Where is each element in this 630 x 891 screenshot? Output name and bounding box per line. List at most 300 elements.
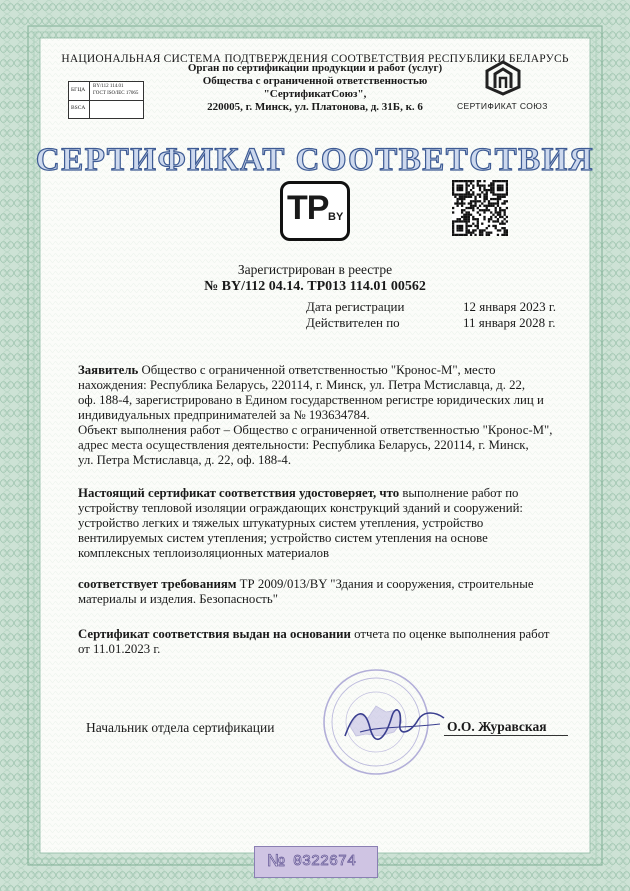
qr-module — [459, 180, 461, 182]
qr-module — [472, 180, 474, 182]
qr-module — [479, 189, 481, 191]
qr-module — [456, 202, 458, 204]
qr-module — [501, 202, 503, 204]
certifies-line2: устройству тепловой изоляции ограждающих конструкций зданий и сооружений: — [78, 501, 523, 515]
qr-module — [483, 193, 485, 195]
qr-module — [477, 225, 479, 227]
qr-module — [486, 189, 488, 191]
qr-module — [492, 205, 494, 207]
qr-module — [470, 225, 472, 227]
qr-module — [499, 189, 501, 191]
qr-module — [483, 209, 485, 211]
work-object-line3: ул. Петра Мстиславца, д. 22, оф. 188-4. — [78, 453, 292, 467]
qr-module — [456, 189, 458, 191]
qr-module — [506, 234, 508, 236]
qr-module — [459, 189, 461, 191]
certification-body-line3: "СертификатСоюз", — [263, 88, 367, 100]
qr-module — [468, 207, 470, 209]
qr-module — [486, 232, 488, 234]
qr-module — [463, 220, 465, 222]
qr-module — [474, 198, 476, 200]
qr-module — [456, 229, 458, 231]
qr-module — [486, 207, 488, 209]
qr-module — [495, 220, 497, 222]
qr-module — [477, 184, 479, 186]
qr-module — [490, 216, 492, 218]
qr-module — [477, 182, 479, 184]
qr-module — [454, 180, 456, 182]
qr-module — [486, 209, 488, 211]
qr-module — [468, 214, 470, 216]
certifies-label: Настоящий сертификат соответствия удостоверяет, что — [78, 486, 400, 500]
qr-module — [461, 220, 463, 222]
qr-module — [504, 200, 506, 202]
qr-module — [479, 214, 481, 216]
qr-module — [472, 218, 474, 220]
qr-module — [497, 193, 499, 195]
valid-until-value: 11 января 2028 г. — [463, 315, 556, 330]
qr-module — [465, 180, 467, 182]
qr-module — [504, 232, 506, 234]
applicant-line2: нахождения: Республика Беларусь, 220114, г. Минск, ул. Петра Мстиславца, д. 22, — [78, 378, 526, 392]
qr-module — [479, 187, 481, 189]
qr-module — [495, 202, 497, 204]
qr-module — [488, 200, 490, 202]
qr-module — [492, 193, 494, 195]
qr-module — [470, 205, 472, 207]
qr-module — [477, 218, 479, 220]
qr-module — [472, 229, 474, 231]
qr-module — [499, 198, 501, 200]
qr-module — [481, 229, 483, 231]
qr-module — [497, 200, 499, 202]
qr-module — [506, 207, 508, 209]
qr-module — [501, 184, 503, 186]
qr-module — [483, 196, 485, 198]
qr-module — [490, 191, 492, 193]
logo-caption: СЕРТИФИКАТ СОЮЗ — [457, 101, 548, 111]
qr-module — [501, 187, 503, 189]
qr-code — [452, 180, 508, 236]
qr-module — [477, 193, 479, 195]
qr-module — [481, 191, 483, 193]
qr-module — [459, 220, 461, 222]
qr-module — [490, 187, 492, 189]
qr-module — [454, 196, 456, 198]
qr-module — [461, 216, 463, 218]
qr-module — [474, 218, 476, 220]
qr-module — [465, 187, 467, 189]
qr-module — [483, 218, 485, 220]
qr-module — [497, 196, 499, 198]
qr-module — [452, 180, 454, 182]
qr-module — [492, 182, 494, 184]
certifies-line3: устройство легких и тяжелых штукатурных систем утепления, устройство — [78, 516, 484, 530]
signatory-name: О.О. Журавская — [447, 719, 547, 734]
qr-module — [497, 220, 499, 222]
qr-module — [477, 200, 479, 202]
qr-module — [456, 187, 458, 189]
qr-module — [452, 191, 454, 193]
qr-module — [465, 182, 467, 184]
qr-module — [495, 211, 497, 213]
qr-module — [468, 184, 470, 186]
qr-module — [454, 220, 456, 222]
qr-module — [474, 234, 476, 236]
qr-module — [468, 225, 470, 227]
qr-module — [483, 205, 485, 207]
qr-module — [470, 193, 472, 195]
qr-module — [492, 202, 494, 204]
certification-body-line1: Орган по сертификации продукции и работ (услуг) — [187, 62, 443, 74]
accreditation-label-bsca: BSCA — [71, 105, 86, 111]
qr-module — [470, 234, 472, 236]
qr-module — [504, 193, 506, 195]
applicant-line4: индивидуальных предпринимателей за № 193634784. — [78, 408, 370, 422]
qr-module — [492, 225, 494, 227]
qr-module — [474, 229, 476, 231]
qr-module — [499, 207, 501, 209]
qr-module — [483, 187, 485, 189]
qr-module — [501, 223, 503, 225]
qr-module — [479, 209, 481, 211]
qr-module — [499, 196, 501, 198]
basis-line1: Сертификат соответствия выдан на основании отчета по оценке выполнения работ — [78, 627, 550, 641]
qr-module — [499, 211, 501, 213]
valid-until-label: Действителен по — [306, 315, 400, 330]
qr-module — [499, 223, 501, 225]
qr-module — [461, 193, 463, 195]
qr-module — [465, 227, 467, 229]
qr-module — [468, 220, 470, 222]
certificate-title: СЕРТИФИКАТ СООТВЕТСТВИЯ — [35, 142, 595, 178]
qr-module — [459, 196, 461, 198]
handwritten-signature — [340, 698, 450, 748]
qr-module — [472, 187, 474, 189]
qr-module — [481, 209, 483, 211]
qr-module — [492, 189, 494, 191]
accreditation-standard: ГОСТ ISO/IEC 17065 — [93, 91, 139, 96]
qr-module — [501, 189, 503, 191]
qr-module — [456, 234, 458, 236]
qr-module — [468, 232, 470, 234]
qr-module — [472, 193, 474, 195]
work-object-line2: адрес места осуществления деятельности: Республика Беларусь, 220114, г. Минск, — [78, 438, 529, 452]
qr-module — [497, 229, 499, 231]
qr-module — [463, 198, 465, 200]
qr-module — [499, 180, 501, 182]
certification-body-line2: Общества с ограниченной ответственностью — [202, 75, 428, 87]
work-object-line1: Объект выполнения работ – Общество с ограниченной ответственностью "Кронос-М", — [78, 423, 553, 437]
qr-module — [481, 184, 483, 186]
qr-module — [461, 227, 463, 229]
qr-module — [465, 232, 467, 234]
qr-module — [504, 211, 506, 213]
qr-module — [479, 229, 481, 231]
qr-module — [492, 187, 494, 189]
qr-module — [495, 216, 497, 218]
qr-module — [506, 200, 508, 202]
qr-module — [479, 234, 481, 236]
qr-module — [468, 218, 470, 220]
qr-module — [470, 200, 472, 202]
qr-module — [456, 200, 458, 202]
qr-module — [470, 202, 472, 204]
signature-line — [444, 735, 568, 736]
qr-module — [472, 207, 474, 209]
applicant-line3: оф. 188-4, зарегистрировано в Едином государственном регистре юридических лиц и — [78, 393, 544, 407]
qr-module — [501, 216, 503, 218]
registered-label: Зарегистрирован в реестре — [237, 262, 393, 277]
certifies-line5: комплексных теплоизоляционных материалов — [78, 546, 330, 560]
qr-module — [452, 193, 454, 195]
qr-module — [465, 184, 467, 186]
qr-module — [461, 184, 463, 186]
qr-module — [477, 223, 479, 225]
qr-module — [452, 227, 454, 229]
qr-module — [490, 211, 492, 213]
qr-module — [495, 193, 497, 195]
qr-module — [452, 211, 454, 213]
qr-module — [477, 180, 479, 182]
qr-module — [506, 189, 508, 191]
qr-module — [468, 191, 470, 193]
qr-module — [506, 184, 508, 186]
qr-module — [456, 184, 458, 186]
national-system-line: НАЦИОНАЛЬНАЯ СИСТЕМА ПОДТВЕРЖДЕНИЯ СООТВЕТСТВИЯ РЕСПУБЛИКИ БЕЛАРУСЬ — [61, 53, 569, 65]
qr-module — [488, 184, 490, 186]
qr-module — [468, 229, 470, 231]
applicant-line1: Заявитель Общество с ограниченной ответственностью "Кронос-М", место — [78, 363, 496, 377]
qr-module — [474, 205, 476, 207]
qr-module — [488, 218, 490, 220]
qr-module — [477, 227, 479, 229]
qr-module — [497, 214, 499, 216]
qr-module — [499, 209, 501, 211]
qr-module — [488, 234, 490, 236]
qr-module — [472, 232, 474, 234]
qr-module — [465, 211, 467, 213]
qr-module — [465, 214, 467, 216]
qr-module — [461, 205, 463, 207]
qr-module — [456, 220, 458, 222]
registry-number: № BY/112 04.14. ТР013 114.01 00562 — [204, 279, 426, 294]
qr-module — [504, 223, 506, 225]
qr-module — [490, 232, 492, 234]
qr-module — [479, 196, 481, 198]
qr-module — [483, 229, 485, 231]
qr-module — [452, 189, 454, 191]
qr-module — [501, 227, 503, 229]
qr-module — [452, 220, 454, 222]
qr-module — [483, 189, 485, 191]
qr-module — [465, 216, 467, 218]
qr-module — [490, 218, 492, 220]
conforms-label: соответствует требованиям — [78, 577, 237, 591]
certifies-line4: вентилируемых систем утепления; устройство систем утепления на основе — [78, 531, 488, 545]
qr-module — [459, 184, 461, 186]
qr-module — [497, 189, 499, 191]
qr-module — [504, 209, 506, 211]
certifies-line1: Настоящий сертификат соответствия удостоверяет, что выполнение работ по — [78, 486, 519, 500]
qr-module — [477, 220, 479, 222]
qr-module — [481, 202, 483, 204]
qr-module — [470, 182, 472, 184]
accreditation-number: BY/112 114.01 — [93, 84, 124, 89]
qr-module — [461, 200, 463, 202]
qr-module — [501, 180, 503, 182]
qr-module — [497, 218, 499, 220]
qr-module — [483, 180, 485, 182]
qr-module — [486, 196, 488, 198]
qr-module — [504, 202, 506, 204]
qr-module — [461, 202, 463, 204]
qr-module — [474, 196, 476, 198]
qr-module — [468, 193, 470, 195]
certifies-section — [78, 486, 566, 561]
qr-module — [465, 234, 467, 236]
qr-module — [499, 193, 501, 195]
qr-module — [472, 216, 474, 218]
qr-module — [504, 234, 506, 236]
qr-module — [501, 234, 503, 236]
applicant-section — [78, 363, 566, 468]
qr-module — [481, 234, 483, 236]
qr-module — [486, 227, 488, 229]
basis-label: Сертификат соответствия выдан на основании — [78, 627, 351, 641]
qr-module — [465, 220, 467, 222]
qr-module — [465, 193, 467, 195]
qr-module — [506, 187, 508, 189]
qr-module — [459, 202, 461, 204]
qr-module — [477, 211, 479, 213]
qr-module — [474, 202, 476, 204]
qr-module — [506, 191, 508, 193]
qr-module — [499, 214, 501, 216]
qr-module — [490, 189, 492, 191]
qr-module — [504, 229, 506, 231]
qr-module — [461, 229, 463, 231]
qr-module — [465, 229, 467, 231]
qr-module — [497, 198, 499, 200]
qr-module — [468, 211, 470, 213]
qr-module — [452, 184, 454, 186]
qr-module — [506, 182, 508, 184]
qr-module — [472, 184, 474, 186]
conforms-line2: материалы и изделия. Безопасность" — [78, 592, 278, 606]
qr-module — [497, 184, 499, 186]
qr-module — [452, 234, 454, 236]
qr-module — [463, 180, 465, 182]
accreditation-box — [68, 81, 144, 119]
conforms-section — [78, 577, 566, 607]
qr-module — [479, 193, 481, 195]
qr-module — [463, 209, 465, 211]
qr-module — [488, 189, 490, 191]
certification-body-address: 220005, г. Минск, ул. Платонова, д. 31Б, к. 6 — [207, 101, 423, 113]
qr-module — [454, 193, 456, 195]
qr-module — [470, 232, 472, 234]
qr-module — [495, 225, 497, 227]
qr-module — [459, 198, 461, 200]
qr-module — [499, 187, 501, 189]
basis-section — [78, 627, 566, 657]
registration-date-value: 12 января 2023 г. — [463, 299, 557, 314]
qr-module — [490, 202, 492, 204]
qr-module — [465, 225, 467, 227]
qr-module — [456, 205, 458, 207]
qr-module — [490, 205, 492, 207]
serial-number: 0322674 — [293, 853, 357, 870]
qr-module — [504, 227, 506, 229]
qr-module — [486, 198, 488, 200]
qr-module — [461, 187, 463, 189]
qr-module — [481, 223, 483, 225]
qr-module — [459, 234, 461, 236]
qr-module — [492, 191, 494, 193]
qr-module — [463, 218, 465, 220]
qr-module — [490, 198, 492, 200]
qr-module — [468, 202, 470, 204]
qr-module — [461, 180, 463, 182]
qr-module — [452, 232, 454, 234]
qr-module — [506, 220, 508, 222]
qr-module — [495, 198, 497, 200]
qr-module — [483, 200, 485, 202]
qr-module — [456, 193, 458, 195]
by-mark-text: BY — [328, 211, 344, 223]
qr-module — [461, 189, 463, 191]
qr-module — [461, 234, 463, 236]
applicant-label: Заявитель — [78, 363, 139, 377]
qr-module — [472, 209, 474, 211]
qr-module — [486, 234, 488, 236]
serial-number-plate — [254, 846, 378, 878]
qr-module — [459, 193, 461, 195]
qr-module — [497, 187, 499, 189]
qr-module — [454, 234, 456, 236]
qr-module — [492, 220, 494, 222]
qr-module — [465, 218, 467, 220]
accreditation-label-bgca: БГЦА — [71, 87, 86, 93]
qr-module — [452, 182, 454, 184]
qr-module — [468, 180, 470, 182]
qr-module — [488, 205, 490, 207]
qr-module — [506, 216, 508, 218]
qr-module — [461, 211, 463, 213]
qr-module — [477, 207, 479, 209]
qr-module — [459, 229, 461, 231]
qr-module — [454, 202, 456, 204]
qr-module — [501, 193, 503, 195]
qr-module — [490, 184, 492, 186]
qr-module — [465, 207, 467, 209]
signatory-position: Начальник отдела сертификации — [86, 720, 275, 735]
qr-module — [463, 214, 465, 216]
sertifikat-soyuz-logo — [483, 60, 523, 96]
qr-module — [474, 225, 476, 227]
conforms-line1: соответствует требованиям ТР 2009/013/BY "Здания и сооружения, строительные — [78, 577, 534, 591]
qr-module — [461, 198, 463, 200]
qr-module — [488, 209, 490, 211]
qr-module — [486, 191, 488, 193]
qr-module — [463, 196, 465, 198]
qr-module — [499, 216, 501, 218]
qr-module — [504, 218, 506, 220]
tr-by-conformity-mark — [280, 181, 350, 241]
qr-module — [497, 202, 499, 204]
qr-module — [483, 198, 485, 200]
